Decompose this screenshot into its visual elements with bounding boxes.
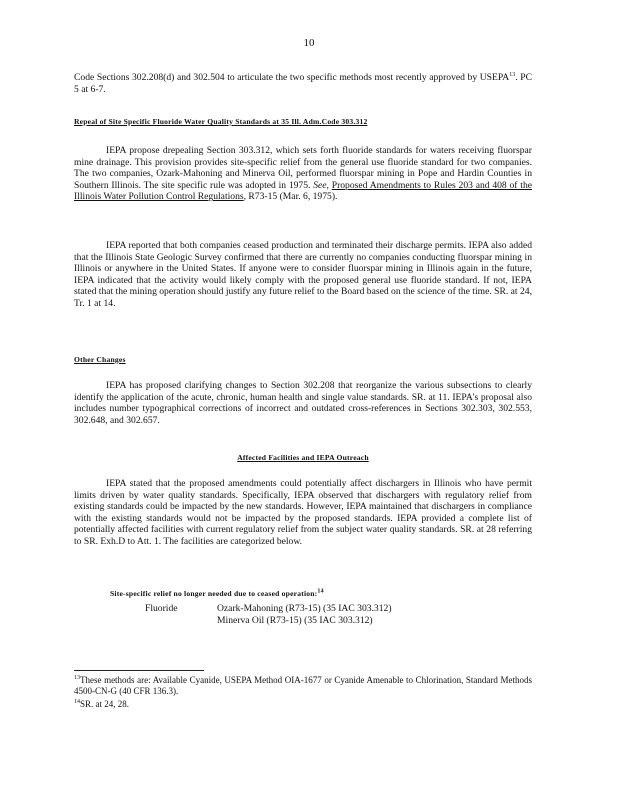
section-heading-other: Other Changes [74, 355, 126, 364]
footnote-number: 14 [74, 699, 80, 705]
footnote-13 [74, 675, 532, 697]
relief-list [145, 603, 465, 626]
footnote-text: These methods are: Available Cyanide, USEPA Method OIA-1677 or Cyanide Amenable to Chlorination, Standard Methods 4500-CN-G (40 CFR 136.3). [74, 675, 532, 696]
other-paragraph [74, 380, 532, 426]
footnote-number: 13 [74, 675, 80, 681]
intro-text: Code Sections 302.208(d) and 302.504 to articulate the two specific methods most recently approved by USEPA [74, 72, 510, 83]
case-citation: Proposed Amendments to Rules 203 and 408 of the Illinois Water Pollution Control Regulations [74, 179, 533, 203]
footnote-divider [74, 670, 204, 671]
facility-entry: Minerva Oil (R73-15) (35 IAC 303.312) [217, 614, 373, 626]
intro-tail: . PC 5 at 6-7. [74, 72, 532, 95]
see-signal: See, [313, 179, 329, 191]
list-item [145, 603, 465, 615]
footnote-14 [74, 699, 532, 710]
list-item [145, 615, 465, 627]
relief-list-heading: Site-specific relief no longer needed due to ceased operation:$^{14}$ [110, 588, 324, 598]
repeal-paragraph-2 [74, 240, 532, 310]
section-heading-affected: Affected Facilities and IEPA Outreach [237, 453, 369, 462]
facility-entry: Ozark-Mahoning (R73-15) (35 IAC 303.312) [217, 603, 392, 614]
repeal-p1-tail: , R73-15 (Mar. 6, 1975). [243, 191, 338, 203]
page-number: 10 [303, 37, 315, 49]
affected-paragraph [74, 478, 532, 548]
repeal-p2-text: IEPA reported that both companies ceased production and terminated their discharge permits. IEPA also added that the Illinois State Geologic Survey confirmed that there are currently no companies conducting fluorspar mining in Illinois or anywhere in the United States. If anyone were to consider fluorspar mining in Illinois again in the future, IEPA indicated that the activity would likely comply with the proposed general use fluoride standard. If not, IEPA stated that the mining operation should justify any future relief to the Board based on the science of the time. SR. at 24, Tr. 1 at 14. [74, 240, 532, 309]
footnote-text: SR. at 24, 28. [80, 699, 130, 709]
repeal-paragraph-1 [74, 145, 532, 203]
other-p-text: IEPA has proposed clarifying changes to Section 302.208 that reorganize the various subsections to clearly identify the application of the acute, chronic, human health and single value standards. SR. at 11. IEPA's proposal also includes number typographical corrections of incorrect and outdated cross-references in Sections 302.303, 302.553, 302.648, and 302.657. [74, 380, 532, 426]
section-heading-repeal: Repeal of Site Specific Fluoride Water Quality Standards at 35 Ill. Adm.Code 303.312 [74, 117, 368, 126]
intro-paragraph [74, 72, 532, 95]
pollutant-label: Fluoride [145, 603, 178, 614]
footnote-ref-13: 13 [509, 71, 516, 78]
footnote-ref-14: 14 [317, 588, 324, 595]
affected-p-text: IEPA stated that the proposed amendments could potentially affect dischargers in Illinois who have permit limits driven by water quality standards. Specifically, IEPA observed that dischargers with regulatory relief from existing standards could be impacted by the new standards. However, IEPA maintained that dischargers in compliance with the existing standards would not be impacted by the proposed standards. IEPA provided a complete list of potentially affected facilities with current regulatory relief from the subject water quality standards. SR. at 28 referring to SR. Exh.D to Att. 1. The facilities are categorized below. [74, 478, 532, 547]
repeal-p1-text: IEPA propose drepealing Section 303.312, which sets forth fluoride standards for waters receiving fluorspar mine drainage. This provision provides site-specific relief from the general use fluoride standard for two companies. The two companies, Ozark-Mahoning and Minerva Oil, performed fluorspar mining in Pope and Hardin Counties in Southern Illinois. The site specific rule was adopted in 1975. [74, 145, 532, 191]
